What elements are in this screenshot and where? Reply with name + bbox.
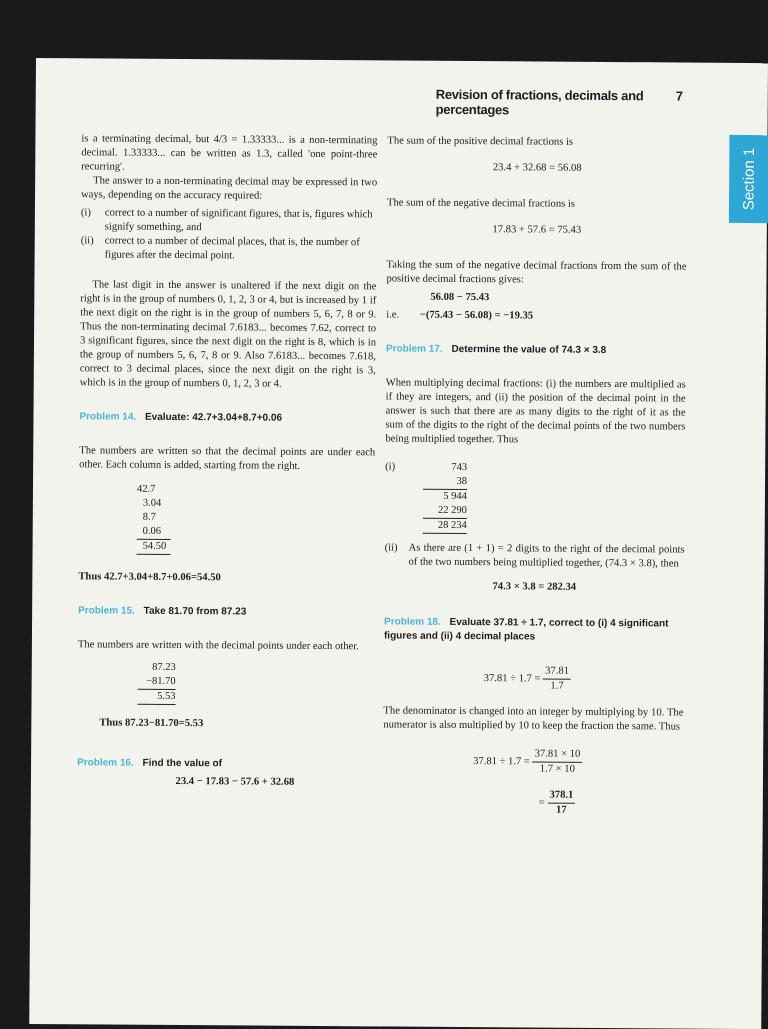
problem-label: Problem 16.: [77, 757, 134, 769]
fraction-lhs: 37.81 ÷ 1.7 =: [483, 673, 541, 685]
addend: 42.7: [136, 483, 156, 495]
section-tab-label: Section 1: [740, 147, 758, 211]
result-line: Thus 87.23−81.70=5.53: [99, 717, 204, 730]
ie-label: i.e.: [386, 309, 400, 321]
list-item: [81, 234, 377, 264]
product: 28 234: [423, 519, 467, 534]
paragraph: The sum of the positive decimal fractions is: [387, 135, 574, 148]
equation: 17.83 + 57.6 = 75.43: [492, 224, 582, 236]
denominator: 17: [555, 804, 567, 816]
paragraph: The numbers are written with the decimal points under each other.: [77, 639, 359, 653]
fraction-lhs: =: [538, 797, 545, 809]
right-column: [383, 134, 688, 818]
addend: 8.7: [142, 511, 156, 523]
problem-16-expression: 23.4 − 17.83 − 57.6 + 32.68: [175, 775, 295, 788]
denominator: 1.7: [550, 680, 564, 692]
problem-statement: Take 81.70 from 87.23: [143, 605, 247, 618]
problem-statement: Evaluate: 42.7+3.04+8.7+0.06: [144, 411, 283, 424]
equation: 23.4 + 32.68 = 56.08: [492, 162, 582, 174]
problem-15-heading: [78, 604, 374, 620]
problem-label: Problem 17.: [385, 343, 443, 355]
problem-14-heading: [79, 410, 375, 426]
list-marker: (ii): [80, 235, 94, 247]
result-line: Thus 42.7+3.04+8.7+0.06=54.50: [78, 571, 221, 584]
numerator: 37.81: [543, 665, 571, 680]
equation-row: [386, 308, 686, 324]
multiplicand: 743: [451, 461, 468, 474]
fraction-equation: [384, 663, 684, 694]
list-marker: (i): [80, 207, 91, 219]
step-marker: (i): [385, 461, 396, 473]
equation: −(75.43 − 56.08) = −19.35: [419, 309, 534, 322]
list-item: [384, 541, 684, 571]
header-title: Revision of fractions, decimals and percentages: [435, 86, 644, 118]
book-page: [29, 58, 768, 1029]
paragraph: The denominator is changed into an integer by multiplying by 10. The numerator is also multiplied by 10 to keep the fraction the same. Thus: [383, 705, 684, 733]
list-text: correct to a number of significant figures, that is, figures which signify something, and: [104, 207, 373, 234]
subtraction-working: [137, 661, 373, 707]
subtrahend: −81.70: [138, 675, 176, 690]
left-column: [77, 132, 378, 790]
problem-18-heading: [384, 615, 684, 645]
list-marker: (ii): [384, 542, 398, 554]
paragraph: Taking the sum of the negative decimal fractions from the sum of the positive decimal fractions gives:: [386, 259, 687, 286]
fraction-lhs: 37.81 ÷ 1.7 =: [473, 756, 530, 768]
paragraph: The numbers are written so that the decimal points are under each other. Each column is added, starting from the right.: [79, 445, 376, 472]
sum-result: 54.50: [137, 540, 171, 555]
paragraph: The answer to a non-terminating decimal may be expressed in two ways, depending on the accuracy required:: [81, 175, 378, 202]
fraction: [547, 789, 575, 818]
paragraph: is a terminating decimal, but 4/3 = 1.33333... is a non-terminating decimal. 1.33333... can be written as 1.3, called 'one point-three recurring'.: [81, 133, 378, 173]
addend: 0.06: [137, 525, 171, 540]
multiplier: 38: [423, 475, 467, 490]
problem-label: Problem 18.: [384, 616, 441, 628]
problem-statement: Determine the value of 74.3 × 3.8: [451, 343, 607, 356]
problem-label: Problem 15.: [78, 605, 135, 617]
equation: 56.08 − 75.43: [430, 291, 490, 304]
partial-product: 5 944: [443, 490, 467, 503]
fraction-equation: [383, 787, 683, 818]
running-header: [436, 87, 686, 119]
list-text: As there are (1 + 1) = 2 digits to the right of the decimal points of the two numbers being multiplied together, (74.3 × 3.8), then: [408, 542, 685, 570]
fraction: [543, 665, 571, 694]
numerator: 378.1: [547, 789, 575, 804]
partial-product: 22 290: [423, 504, 467, 519]
problem-16-heading: [77, 756, 373, 772]
paragraph: The sum of the negative decimal fractions is: [386, 197, 576, 210]
numerator: 37.81 × 10: [533, 747, 583, 762]
page-number: 7: [675, 88, 683, 104]
problem-17-heading: [386, 342, 686, 358]
fraction: [532, 747, 582, 776]
problem-statement: Evaluate 37.81 ÷ 1.7, correct to (i) 4 significant figures and (ii) 4 decimal places: [383, 616, 669, 643]
section-tab: [729, 135, 768, 223]
minuend: 87.23: [152, 661, 176, 673]
list-item: [81, 206, 377, 236]
result-line: 74.3 × 3.8 = 282.34: [492, 581, 577, 593]
addend: 3.04: [142, 497, 162, 509]
difference: 5.53: [137, 690, 175, 705]
multiplication-working: [385, 460, 686, 535]
paragraph: The last digit in the answer is unaltered if the next digit on the right is in the group of numbers 0, 1, 2, 3 or 4, but is increased by 1 if the next digit on the right is in the group of numbers 5, 6, 7, 8 or 9. Thus the non-terminating decimal 7.6183... becomes 7.62, correct to 3 significant figures, since the next digit on the right is 8, which is in the group of numbers 5, 6, 7, 8 or 9. Also 7.6183... becomes 7.618, correct to 3 decimal places, since the next digit on the right is 3, which is in the group of numbers 0, 1, 2, 3 or 4.: [79, 279, 377, 390]
problem-label: Problem 14.: [79, 411, 137, 423]
denominator: 1.7 × 10: [539, 763, 575, 775]
fraction-equation: [383, 746, 683, 777]
list-text: correct to a number of decimal places, that is, the number of figures after the decimal point.: [104, 235, 360, 262]
accuracy-list: [81, 206, 377, 264]
addition-working: [137, 483, 375, 557]
paragraph: When multiplying decimal fractions: (i) the numbers are multiplied as if they are integers, and (ii) the position of the decimal point in the answer is such that there are as many digits to the right of it as the sum of the digits to the right of the decimal points of the two numbers being multiplied together. Thus: [385, 377, 686, 446]
problem-statement: Find the value of: [142, 757, 223, 770]
